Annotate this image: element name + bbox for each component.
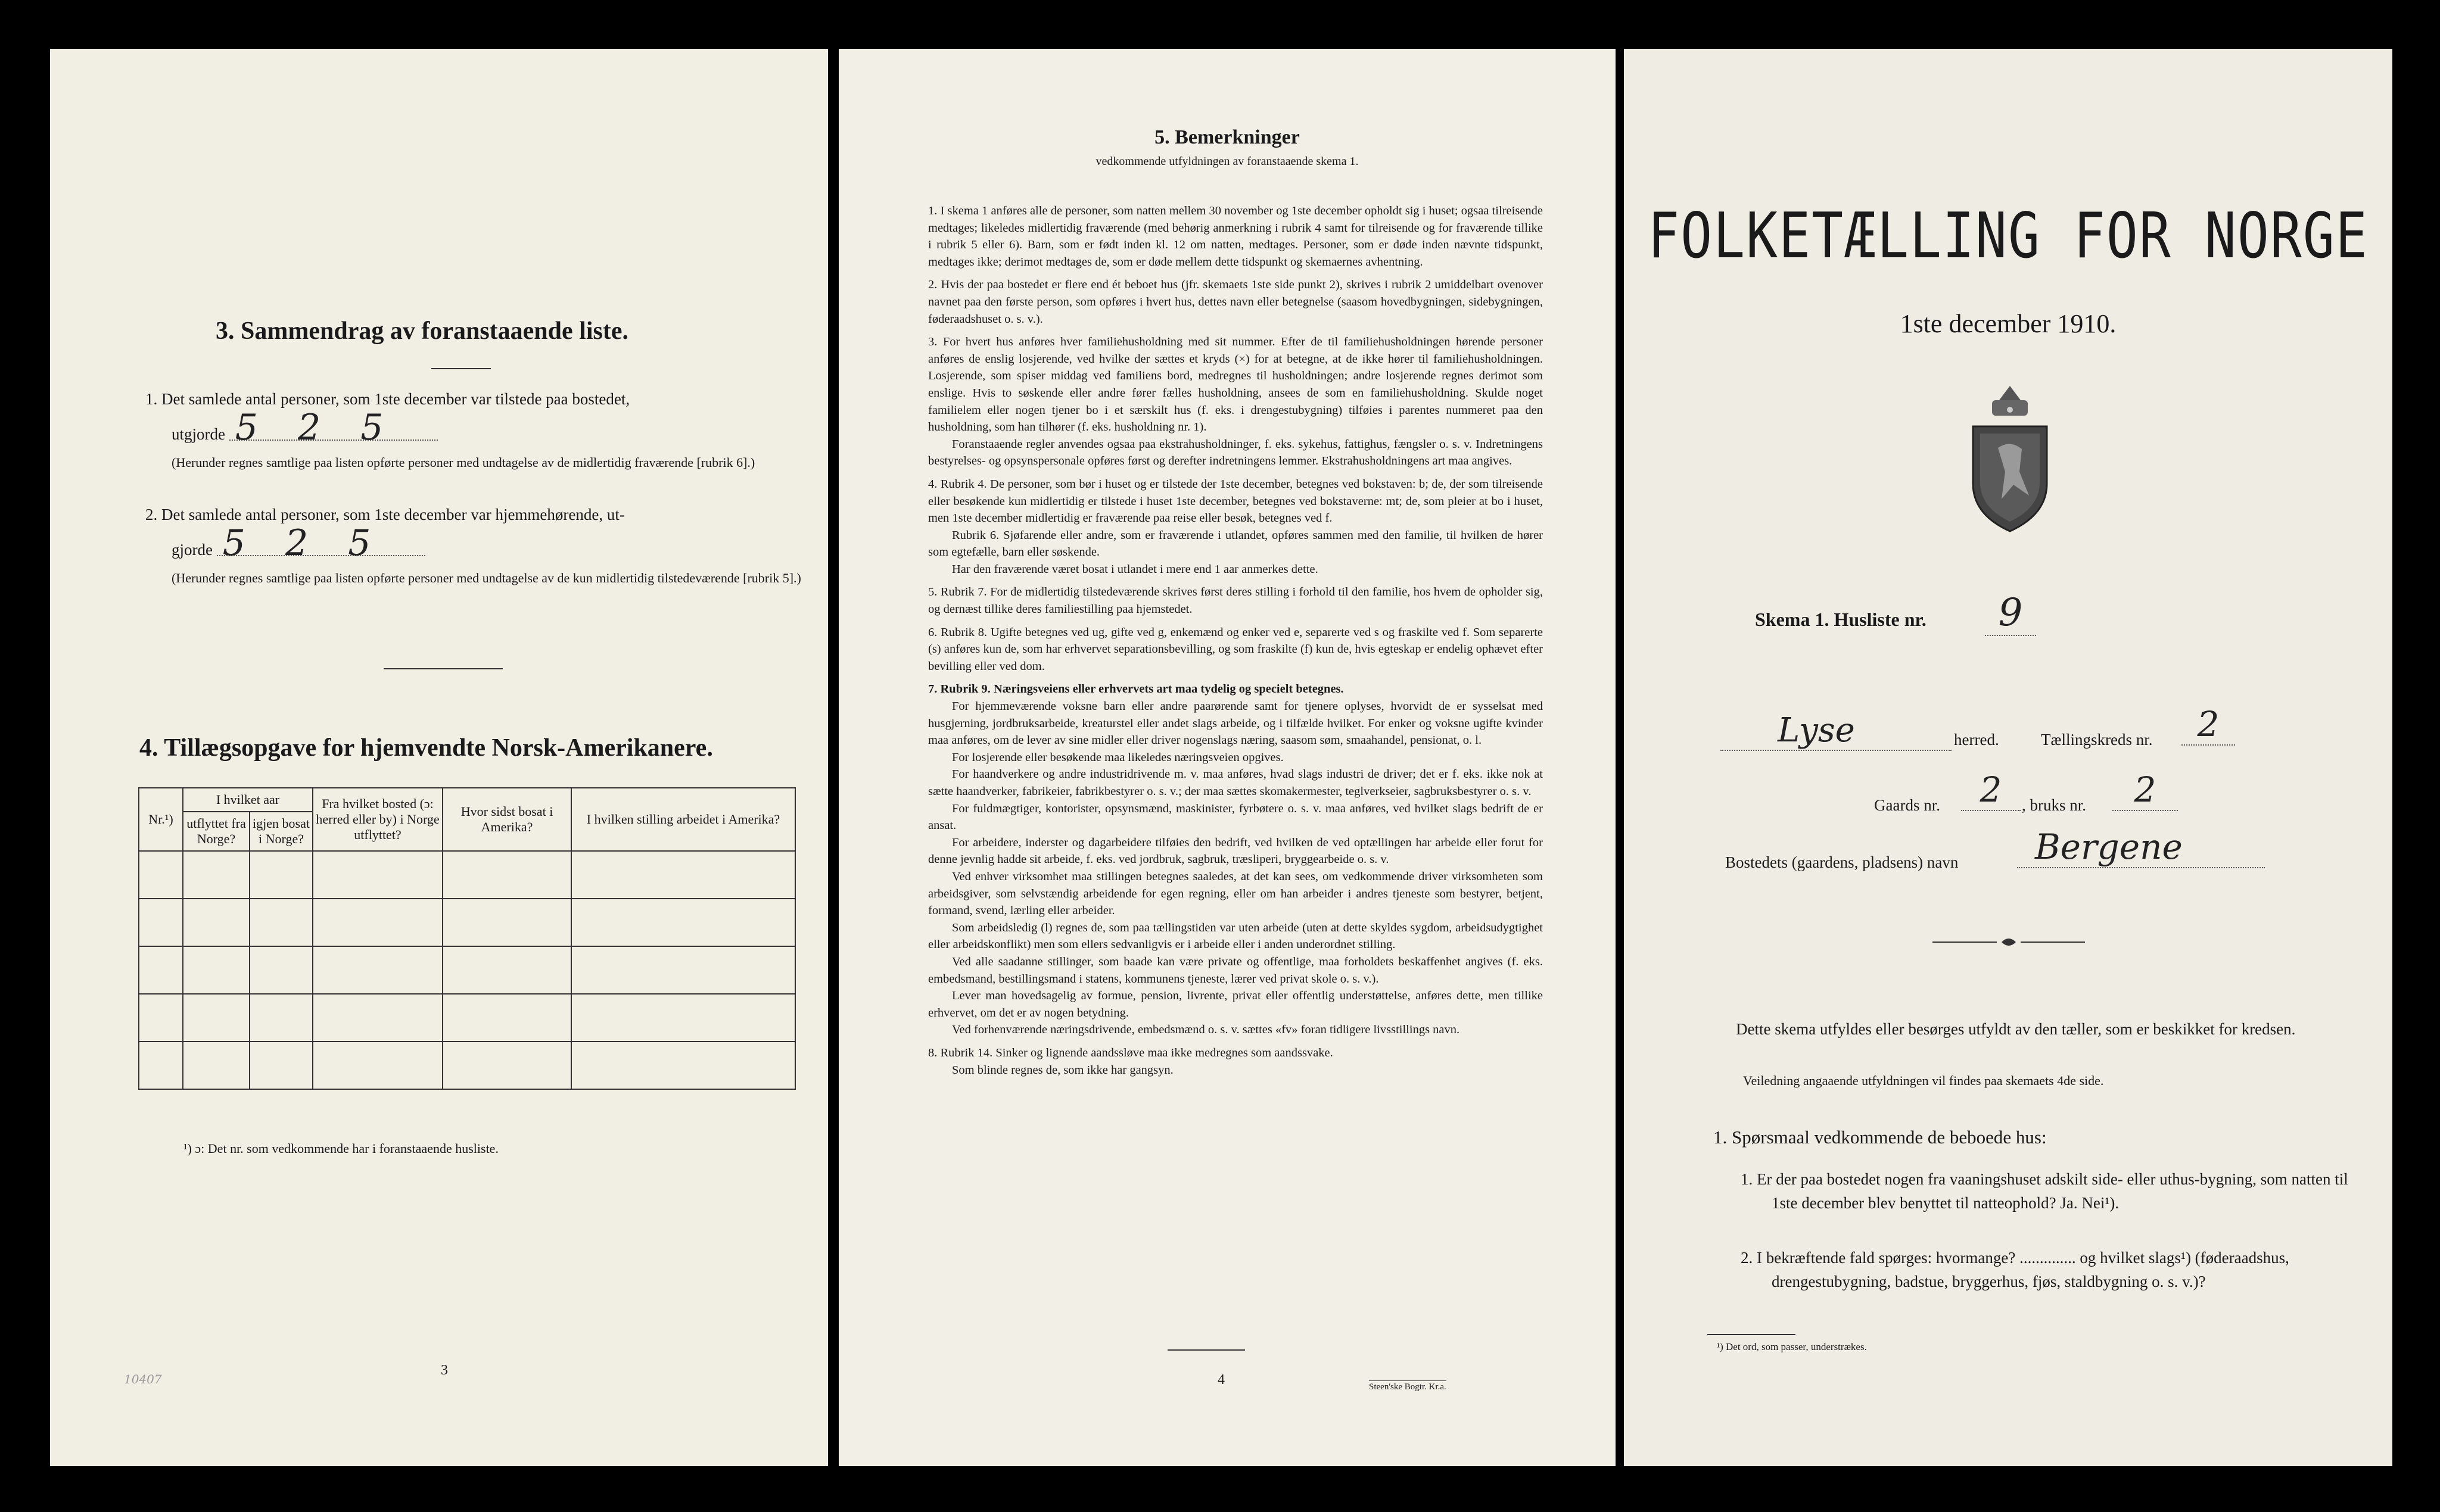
page-number: 3 [441,1363,448,1378]
bruks-value[interactable]: 2 [2112,769,2178,811]
remark-7c: For losjerende eller besøkende maa likeledes næringsveien opgives. [952,750,1284,764]
husliste-nr-value[interactable]: 9 [1985,591,2036,636]
question-1: 1. Er der paa bostedet nogen fra vaaningshuset adskilt side- eller uthus-bygning, som natten til 1ste december blev benyttet til natteophold? Ja. Nei¹). [1741,1170,2348,1212]
remark-3b: Foranstaaende regler anvendes ogsaa paa ekstrahusholdninger, f. eks. sykehus, fattighus, fængsler o. s. v. Indretningens bestyrelses- og opsynspersonale opføres først og derefter indretningens lemmer. Ekstrahusholdningens art maa angives. [928,437,1543,468]
item-1-answer [172,407,469,448]
remark-1: 1. I skema 1 anføres alle de personer, som natten mellem 30 november og 1ste december opholdt sig i huset; ogsaa tilreisende medtages; likeledes midlertidig fraværende (med behørig anmerkning i rubrik 4 samt for tilreisende og for fraværende tillike i rubrik 5 eller 6). Barn, som er født inden kl. 12 om natten, medtages. Personer, som er døde inden nævnte tidspunkt, medtages ikke; derimot medtages de, som er døde mellem dette tidspunkt og skemaernes avhentning. [928,204,1543,269]
table-footnote: ¹) ɔ: Det nr. som vedkommende har i foranstaaende husliste. [183,1141,499,1156]
col-group-year: I hvilket aar [183,788,313,812]
norsk-amerikanere-table [138,787,796,1090]
table-row [139,899,795,946]
item-1-value[interactable]: 5 2 5 [229,416,438,441]
section-3-title: 3. Sammendrag av foranstaaende liste. [216,317,628,345]
item-1-prefix: utgjorde [172,425,225,443]
remark-7d: For haandverkere og andre industridrivende m. v. maa anføres, hvad slags industri de driver; det er f. eks. ikke nok at sætte haandverker, fabrikeier, fabrikbestyrer o. s. v.; der maa sættes skomakermester, teglverkseier, sagbruksbestyrer o. s. v. [928,768,1543,798]
census-date: 1ste december 1910. [1900,309,2117,338]
remark-7b: For hjemmeværende voksne barn eller andre paarørende samt for tjenere oplyses, hvorvidt de er sysselsat med husgjerning, jordbruksarbeide, kreaturstel eller andet slags arbeide, og i tilfælde hvilket. For enker og voksne ugifte kvinder maa anføres, om de lever av sine midler eller driver nogenslags næring, saasom søm, smaahandel, pensionat, o. l. [928,700,1543,747]
coat-of-arms-icon [1962,382,2058,536]
item-1-line: 1. Det samlede antal personer, som 1ste december var tilstede paa bostedet, [145,390,630,408]
bosted-value[interactable]: Bergene [2017,827,2265,868]
question-section: 1. Spørsmaal vedkommende de beboede hus: [1713,1127,2047,1148]
page-1 [1624,49,2392,1466]
item-2-note: (Herunder regnes samtlige paa listen opførte personer med undtagelse av de kun midlertidig tilstedeværende [rubrik 5].) [172,570,801,585]
col-bosted: Fra hvilket bosted (ɔ: herred eller by) i Norge utflyttet? [313,788,443,851]
gaards-label: Gaards nr. [1874,796,1940,814]
remark-7g: Ved enhver virksomhet maa stillingen betegnes saaledes, at det kan sees, om vedkommende driver virksomheten som arbeidsgiver, som selvstændig arbeidende for egen regning, eller om han arbeider i andres tjeneste som bestyrer, betjent, formand, svend, lærling eller arbeider. [928,869,1543,918]
item-2-answer [172,522,469,564]
remark-7f: For arbeidere, inderster og dagarbeidere tilføies den bedrift, ved hvilken de ved optællingen har arbeide eller forut for denne jevnlig hadde sit arbeide, f. eks. ved jordbruk, sagbruk, træsliperi, bryggearbeide o. s. v. [928,836,1543,866]
remark-2: 2. Hvis der paa bostedet er flere end ét beboet hus (jfr. skemaets 1ste side punkt 2), skrives i rubrik 2 umiddelbart ovenover navnet paa den første person, som opføres i hvert hus, dettes navn eller betegnelse (saasom hovedbygningen, sidebygningen, føderaadshuset o. s. v.). [928,278,1543,326]
page-4 [839,49,1616,1466]
page-number: 4 [1218,1372,1225,1388]
divider [431,368,491,369]
ornament-divider-icon [1932,935,2085,949]
remarks-title: 5. Bemerkninger [1154,126,1300,148]
table-row [139,994,795,1042]
remark-4b: Rubrik 6. Sjøfarende eller andre, som er fraværende i utlandet, opføres sammen med den familie, til hvilken de hører som egtefælle, barn eller søskende. [928,528,1543,559]
page-1-footnote: ¹) Det ord, som passer, understrækes. [1717,1341,1867,1352]
printer-mark: Steen'ske Bogtr. Kr.a. [1369,1380,1446,1392]
col-utflyttet: utflyttet fra Norge? [183,812,250,851]
herred-value[interactable]: Lyse [1720,711,1952,751]
remark-4: 4. Rubrik 4. De personer, som bør i huset og er tilstede der 1ste december, betegnes ved bokstaven: b; de, der som tilreisende eller besøkende kun midlertidig er tilstede i huset 1ste december, betegnes ved bokstaverne: mt; de, som pleier at bo i huset, men 1ste december midlertidig er fraværende paa reise eller besøk, betegnes ved f. [928,477,1543,525]
gaards-value[interactable]: 2 [1961,769,2021,811]
remark-7j: Lever man hovedsagelig av formue, pension, livrente, privat eller offentlig understøttelse, anføres dette, men tillike erhvervet, om det er av nogen betydning. [928,989,1543,1020]
item-2-line: 2. Det samlede antal personer, som 1ste december var hjemmehørende, ut- [145,506,625,523]
remark-7: 7. Rubrik 9. Næringsveiens eller erhvervets art maa tydelig og specielt betegnes. [928,682,1344,696]
veiledning-text: Veiledning angaaende utfyldningen vil findes paa skemaets 4de side. [1743,1073,2104,1088]
kreds-value[interactable]: 2 [2181,704,2235,746]
section-4-title: 4. Tillægsopgave for hjemvendte Norsk-Amerikanere. [139,734,713,762]
item-2-prefix: gjorde [172,541,213,559]
skema-label: Skema 1. Husliste nr. [1755,609,1927,630]
question-2: 2. I bekræftende fald spørges: hvormange? .............. og hvilket slags¹) (føderaadshus, drengestubygning, badstue, bryggerhus, fjøs, staldbygning o. s. v.)? [1741,1249,2289,1290]
col-igjen-bosat: igjen bosat i Norge? [250,812,313,851]
remark-8b: Som blinde regnes de, som ikke har gangsyn. [952,1063,1174,1077]
bosted-label: Bostedets (gaardens, pladsens) navn [1725,853,1959,871]
kreds-label: Tællingskreds nr. [2041,731,2153,749]
remarks-list [928,202,1543,1078]
remarks-subtitle: vedkommende utfyldningen av foranstaaende skema 1. [1095,155,1359,168]
page-3 [50,49,828,1466]
intro-text: Dette skema utfyldes eller besørges utfyldt av den tæller, som er beskikket for kredsen. [1736,1020,2296,1038]
main-title: FOLKETÆLLING FOR NORGE [1648,198,2369,273]
remark-7i: Ved alle saadanne stillinger, som baade kan være private og offentlige, maa forholdets beskaffenhet angives (f. eks. embedsmand, bestillingsmand i statens, kommunens tjeneste, lærer ved privat skole o. s. v.). [928,955,1543,986]
remark-8: 8. Rubrik 14. Sinker og lignende aandssløve maa ikke medregnes som aandssvake. [928,1046,1333,1059]
remark-5: 5. Rubrik 7. For de midlertidig tilstedeværende skrives først deres stilling i forhold til den familie, hos hvem de opholder sig, og dernæst tillike deres familiestilling paa hjemstedet. [928,585,1543,616]
table-row [139,946,795,994]
divider [384,668,503,669]
bruks-label: , bruks nr. [2022,796,2086,814]
table-row [139,1042,795,1089]
remark-4c: Har den fraværende været bosat i utlandet i mere end 1 aar anmerkes dette. [952,562,1318,576]
divider [1168,1349,1245,1351]
archive-stamp: 10407 [124,1372,162,1386]
col-nr: Nr.¹) [139,788,183,851]
remark-3: 3. For hvert hus anføres hver familiehusholdning med sit nummer. Efter de til familiehusholdningen hørende personer anføres de enslig losjerende, ved hvilke der sættes et kryds (×) for at betegne, at de ikke hører til familiehusholdningen. Losjerende, som spiser middag ved familiens bord, medregnes til husholdningen; andre losjerende regnes derimot som enslige. Hvis to søskende eller andre fører fælles husholdning, ansees de som en familiehusholdning. Skulde noget familielem eller nogen tjener bo i et særskilt hus (f. eks. i drengestubygning) tilføies i parentes nummeret paa den husholdning, som han tilhører (f. eks. husholdning nr. 1). [928,335,1543,434]
remark-7e: For fuldmægtiger, kontorister, opsynsmænd, maskinister, fyrbøtere o. s. v. maa anføres, ved hvilket slags bedrift de er ansat. [928,802,1543,833]
remark-7k: Ved forhenværende næringsdrivende, embedsmænd o. s. v. sættes «fv» foran tidligere livsstillings navn. [952,1023,1460,1037]
herred-label: herred. [1954,731,1999,749]
item-2-value[interactable]: 5 2 5 [217,531,425,556]
table-row [139,851,795,899]
remark-7h: Som arbeidsledig (l) regnes de, som paa tællingstiden var uten arbeide (uten at dette skyldes sygdom, arbeidsudygtighet eller arbeidskonflikt) men som ellers sedvanligvis er i arbeide eller i anden underordnet stilling. [928,921,1543,952]
col-amerika: Hvor sidst bosat i Amerika? [443,788,571,851]
remark-6: 6. Rubrik 8. Ugifte betegnes ved ug, gifte ved g, enkemænd og enker ved e, separerte ved s og fraskilte ved f. Som separerte (s) anføres kun de, som har erhvervet separationsbevilling, og som fraskilte (f) kun de, hvis egteskap er endelig ophævet efter bevilling eller ved dom. [928,625,1543,673]
col-stilling: I hvilken stilling arbeidet i Amerika? [571,788,795,851]
item-1-note: (Herunder regnes samtlige paa listen opførte personer med undtagelse av de midlertidig fraværende [rubrik 6].) [172,455,755,470]
divider [1707,1334,1795,1335]
